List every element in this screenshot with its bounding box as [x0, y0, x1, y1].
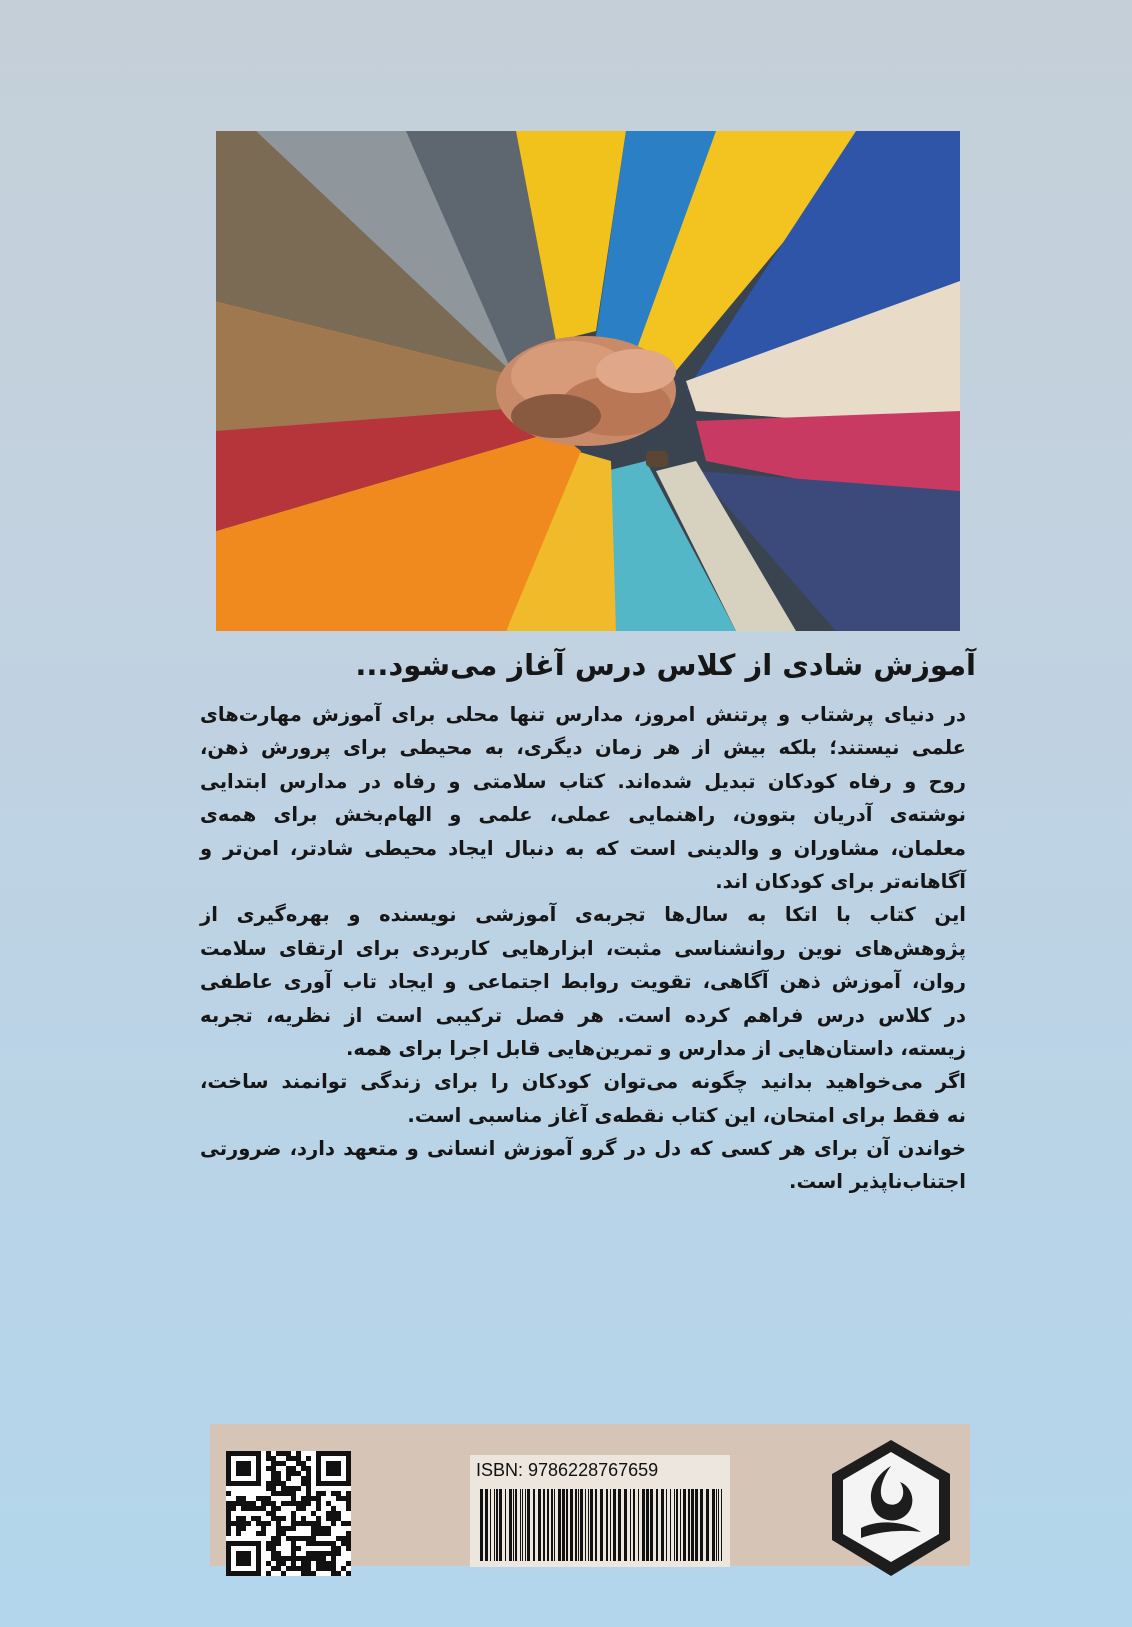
- blurb-line: در کلاس درس فراهم کرده است. هر فصل ترکیبی است از نظریه، تجربه: [200, 1003, 966, 1027]
- blurb-line: خواندن آن برای هر کسی که دل در گرو آموزش انسانی و متعهد دارد، ضرورتی: [200, 1137, 966, 1161]
- stacked-hands-photo: [216, 131, 960, 631]
- blurb-line: در دنیای پرشتاب و پرتنش امروز، مدارس تنها محلی برای آموزش مهارت‌های: [200, 703, 966, 726]
- blurb-line: آگاهانه‌تر برای کودکان اند.: [715, 869, 966, 893]
- blurb-line: نوشته‌ی آدریان بتوون، راهنمایی عملی، علمی و الهام‌بخش برای همه‌ی: [200, 803, 966, 827]
- blurb-line: روان، آموزش ذهن آگاهی، تقویت روابط اجتماعی و ایجاد تاب آوری عاطفی: [200, 970, 966, 994]
- blurb-line: اگر می‌خواهید بدانید چگونه می‌توان کودکان را برای زندگی توانمند ساخت،: [200, 1070, 966, 1094]
- barcode-icon: [478, 1489, 726, 1561]
- blurb-line: معلمان، مشاوران و والدینی است که به دنبال ایجاد محیطی شادتر، امن‌تر و: [200, 836, 966, 860]
- blurb-line: علمی نیستند؛ بلکه بیش از هر زمان دیگری، به محیطی برای پرورش ذهن،: [200, 736, 966, 760]
- publisher-logo-icon: [816, 1436, 966, 1586]
- blurb-text: [200, 698, 966, 1199]
- isbn-number: ISBN: 9786228767659: [476, 1460, 659, 1480]
- qr-code-icon: [226, 1451, 351, 1576]
- blurb-line: این کتاب با اتکا به سال‌ها تجربه‌ی آموزشی نویسنده و بهره‌گیری از: [200, 903, 966, 927]
- tagline: آموزش شادی از کلاس درس آغاز می‌شود...: [355, 648, 976, 682]
- blurb-line: روح و رفاه کودکان تبدیل شده‌اند. کتاب سلامتی و رفاه در مدارس ابتدایی: [200, 769, 966, 793]
- blurb-line: پژوهش‌های نوین روانشناسی مثبت، ابزارهایی کاربردی برای ارتقای سلامت: [200, 936, 966, 960]
- blurb-line: اجتناب‌ناپذیر است.: [789, 1170, 966, 1194]
- blurb-line: نه فقط برای امتحان، این کتاب نقطه‌ی آغاز مناسبی است.: [407, 1103, 966, 1127]
- blurb-line: زیسته، داستان‌هایی از مدارس و تمرین‌هایی قابل اجرا برای همه.: [345, 1036, 966, 1060]
